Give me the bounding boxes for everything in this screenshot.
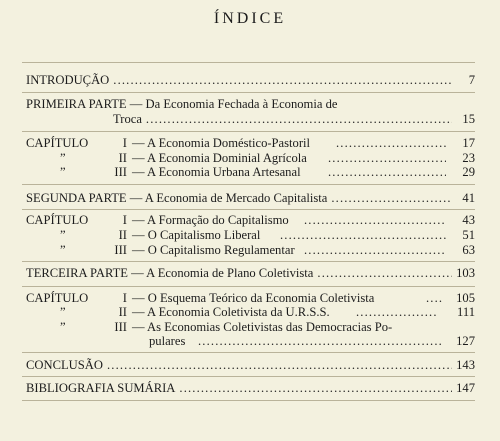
leader-dots — [113, 73, 452, 88]
divider — [22, 184, 475, 185]
toc-entry-primeira-parte-cont — [113, 112, 456, 127]
leader-dots — [336, 136, 446, 151]
chapter-title: — A Economia Dominial Agrícola — [132, 151, 307, 165]
toc-chapter[interactable] — [26, 136, 88, 151]
toc-chapter[interactable] — [60, 228, 66, 243]
divider — [22, 261, 475, 262]
divider — [22, 400, 475, 401]
page-number: 17 — [462, 136, 475, 150]
page-number: 15 — [462, 112, 475, 126]
toc-entry-introducao[interactable] — [26, 73, 456, 88]
toc-entry-primeira-parte[interactable] — [26, 97, 451, 112]
divider — [22, 209, 475, 210]
toc-entry-terceira-parte[interactable] — [26, 266, 456, 281]
chapter-title: — O Capitalismo Regulamentar — [132, 243, 295, 257]
chapter-number: III — [114, 243, 127, 257]
leader-dots — [146, 112, 452, 127]
leader-dots — [304, 243, 446, 258]
chapter-title: — A Formação do Capitalismo — [132, 213, 289, 227]
leader-dots — [328, 165, 446, 180]
page-number: 41 — [462, 191, 475, 205]
page-number: 143 — [456, 358, 475, 372]
divider — [22, 62, 475, 63]
toc-entry-bibliografia[interactable] — [26, 381, 456, 396]
toc-label: BIBLIOGRAFIA SUMÁRIA — [26, 381, 176, 395]
chapter-title: — A Economia Doméstico-Pastoril — [132, 136, 311, 150]
page-number: 43 — [462, 213, 475, 227]
page-number: 63 — [462, 243, 475, 257]
ditto-mark: ” — [60, 243, 66, 257]
leader-dots — [280, 228, 446, 243]
leader-dots — [356, 305, 436, 320]
chapter-prefix: CAPÍTULO — [26, 136, 89, 150]
page-title: ÍNDICE — [213, 10, 287, 27]
page-number: 105 — [456, 291, 475, 305]
toc-chapter[interactable] — [26, 213, 88, 228]
ditto-mark: ” — [60, 305, 66, 319]
leader-dots — [179, 381, 452, 396]
chapter-number: I — [122, 213, 127, 227]
divider — [22, 286, 475, 287]
ditto-mark: ” — [60, 228, 66, 242]
leader-dots — [107, 358, 452, 373]
leader-dots — [198, 334, 442, 349]
leader-dots — [317, 266, 452, 281]
divider — [22, 131, 475, 132]
ditto-mark: ” — [60, 151, 66, 165]
toc-label-cont: Troca — [113, 112, 142, 126]
chapter-title: — O Esquema Teórico da Economia Coletivista — [132, 291, 375, 305]
toc-label: INTRODUÇÃO — [26, 73, 110, 87]
leader-dots — [426, 291, 442, 306]
leader-dots — [331, 191, 452, 206]
ditto-mark: ” — [60, 165, 66, 179]
toc-entry-conclusao[interactable] — [26, 358, 456, 373]
chapter-number: II — [118, 151, 127, 165]
toc-chapter[interactable] — [60, 151, 66, 166]
chapter-number: I — [122, 291, 127, 305]
toc-label: SEGUNDA PARTE — A Economia de Mercado Capitalista — [26, 191, 328, 205]
chapter-title: — As Economias Coletivistas das Democracias Po- — [132, 320, 393, 334]
page-number: 29 — [462, 165, 475, 179]
page-number: 103 — [456, 266, 475, 280]
page-number: 147 — [456, 381, 475, 395]
divider — [22, 92, 475, 93]
toc-chapter[interactable] — [26, 291, 88, 306]
chapter-title: — A Economia Urbana Artesanal — [132, 165, 301, 179]
chapter-number: I — [122, 136, 127, 150]
toc-entry-segunda-parte[interactable] — [26, 191, 456, 206]
toc-chapter[interactable] — [60, 243, 66, 258]
toc-label: PRIMEIRA PARTE — Da Economia Fechada à Economia de — [26, 97, 338, 111]
chapter-number: III — [114, 320, 127, 334]
ditto-mark: ” — [60, 320, 66, 334]
divider — [22, 376, 475, 377]
page-number: 111 — [457, 305, 475, 319]
toc-label: CONCLUSÃO — [26, 358, 103, 372]
chapter-title: — A Economia Coletivista da U.R.S.S. — [132, 305, 330, 319]
toc-chapter[interactable] — [60, 165, 66, 180]
chapter-prefix: CAPÍTULO — [26, 213, 89, 227]
toc-chapter[interactable] — [60, 320, 66, 335]
toc-label: TERCEIRA PARTE — A Economia de Plano Coletivista — [26, 266, 314, 280]
chapter-prefix: CAPÍTULO — [26, 291, 89, 305]
chapter-title-cont: pulares — [149, 334, 186, 348]
page-number: 51 — [462, 228, 475, 242]
chapter-number: II — [118, 305, 127, 319]
divider — [22, 352, 475, 353]
leader-dots — [328, 151, 446, 166]
page-number: 7 — [468, 73, 475, 87]
chapter-number: II — [118, 228, 127, 242]
chapter-number: III — [114, 165, 127, 179]
page-number: 23 — [462, 151, 475, 165]
toc-chapter[interactable] — [60, 305, 66, 320]
page-number: 127 — [456, 334, 475, 348]
chapter-title: — O Capitalismo Liberal — [132, 228, 261, 242]
leader-dots — [304, 213, 446, 228]
